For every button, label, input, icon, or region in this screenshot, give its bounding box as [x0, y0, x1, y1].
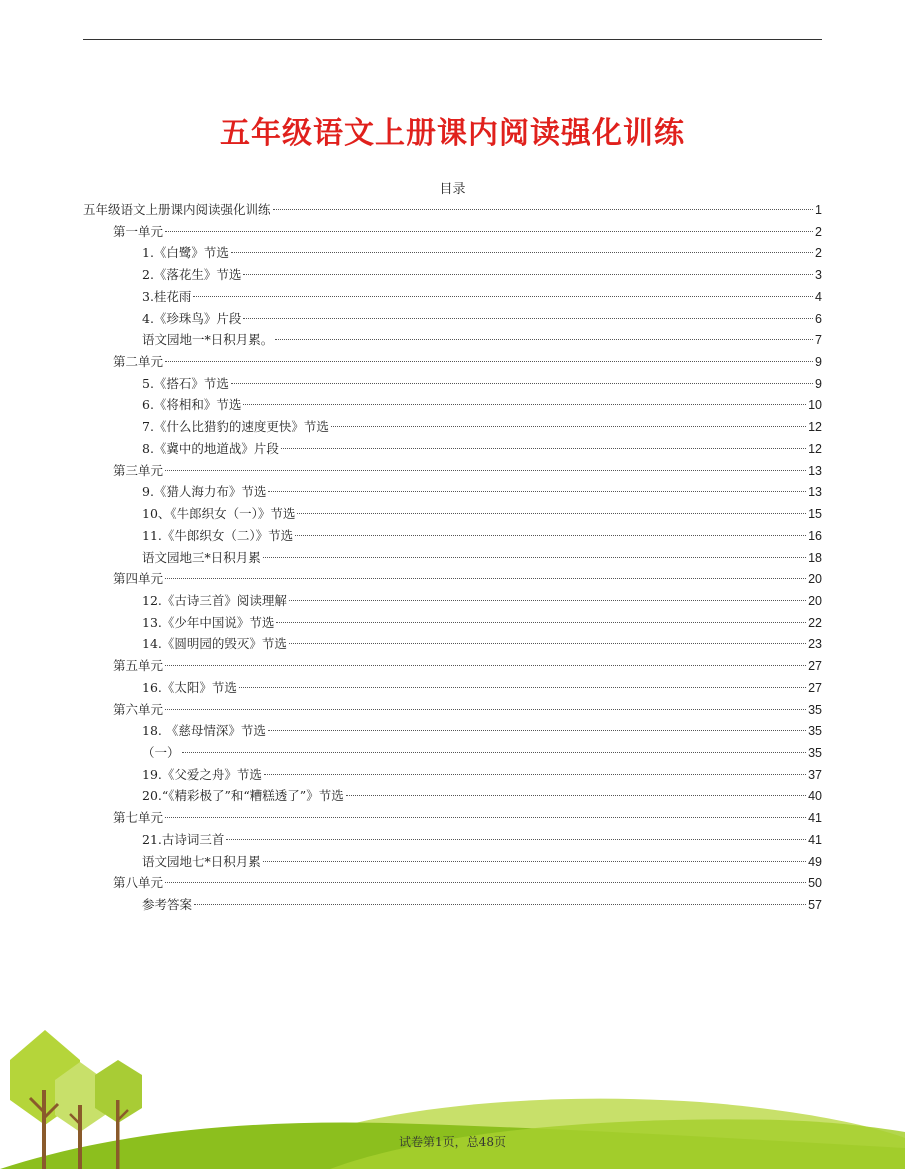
toc-entry-label: 参考答案 [142, 897, 193, 913]
toc-entry-label: （一） [142, 745, 180, 760]
toc-dot-leader [194, 904, 806, 905]
toc-entry-label: 第三单元 [113, 462, 164, 478]
toc-dot-leader [264, 774, 806, 775]
toc-entry-label: 第五单元 [113, 658, 164, 674]
toc-dot-leader [165, 361, 813, 362]
toc-entry[interactable] [142, 785, 822, 807]
toc-entry[interactable] [142, 764, 822, 786]
toc-entry[interactable] [142, 373, 822, 395]
toc-entry[interactable] [142, 329, 822, 351]
toc-entry-label: 语文园地一*日积月累。 [142, 332, 274, 348]
toc-entry[interactable] [142, 394, 822, 416]
header-rule [83, 39, 822, 40]
toc-entry-page-number: 49 [808, 854, 822, 869]
toc-dot-leader [226, 839, 806, 840]
toc-entry[interactable] [142, 481, 822, 503]
toc-entry[interactable] [113, 807, 822, 829]
toc-dot-leader [193, 296, 813, 297]
toc-dot-leader [165, 470, 806, 471]
toc-entry[interactable] [113, 221, 822, 243]
toc-dot-leader [243, 404, 806, 405]
toc-dot-leader [165, 231, 813, 232]
toc-entry[interactable] [113, 655, 822, 677]
toc-entry-page-number: 13 [808, 463, 822, 478]
toc-entry[interactable] [142, 308, 822, 330]
toc-dot-leader [165, 882, 806, 883]
toc-entry-page-number: 2 [815, 224, 822, 239]
toc-entry[interactable] [142, 677, 822, 699]
toc-entry-page-number: 27 [808, 680, 822, 695]
toc-entry-page-number: 27 [808, 659, 822, 674]
toc-entry-label: 第一单元 [113, 223, 164, 239]
toc-entry[interactable] [83, 199, 822, 221]
toc-dot-leader [165, 578, 806, 579]
toc-entry-label: 1.《白鹭》节选 [142, 245, 229, 261]
toc-entry-label: 2.《落花生》节选 [142, 267, 242, 283]
toc-dot-leader [239, 687, 806, 688]
toc-entry-page-number: 4 [815, 289, 822, 304]
toc-entry-label: 第四单元 [113, 571, 164, 587]
toc-entry[interactable] [113, 568, 822, 590]
toc-dot-leader [289, 600, 806, 601]
toc-dot-leader [295, 535, 806, 536]
toc-entry-label: 9.《猎人海力布》节选 [142, 484, 267, 500]
toc-entry-label: 5.《搭石》节选 [142, 375, 229, 391]
toc-entry-label: 第六单元 [113, 701, 164, 717]
toc-entry[interactable] [142, 894, 822, 916]
toc-entry-page-number: 9 [815, 355, 822, 370]
toc-dot-leader [275, 339, 813, 340]
toc-entry-label: 五年级语文上册课内阅读强化训练 [83, 202, 271, 217]
toc-entry-label: 10、《牛郎织女（一）》节选 [142, 506, 296, 522]
toc-entry-label: 13.《少年中国说》节选 [142, 614, 275, 630]
toc-entry-page-number: 12 [808, 441, 822, 456]
toc-entry-label: 8.《冀中的地道战》片段 [142, 440, 279, 456]
toc-dot-leader [231, 383, 813, 384]
toc-entry-label: 4.《珍珠鸟》片段 [142, 310, 242, 326]
toc-entry[interactable] [142, 590, 822, 612]
toc-entry-page-number: 9 [815, 376, 822, 391]
toc-entry[interactable] [113, 872, 822, 894]
toc-entry[interactable] [142, 612, 822, 634]
toc-dot-leader [182, 752, 807, 753]
toc-entry-page-number: 10 [808, 398, 822, 413]
toc-entry-page-number: 40 [808, 789, 822, 804]
toc-entry[interactable] [142, 633, 822, 655]
toc-entry-page-number: 6 [815, 311, 822, 326]
toc-entry-page-number: 15 [808, 507, 822, 522]
toc-entry-label: 语文园地三*日积月累 [142, 549, 261, 565]
toc-entry-label: 第二单元 [113, 354, 164, 370]
toc-entry-label: 14.《圆明园的毁灭》节选 [142, 636, 287, 652]
toc-entry[interactable] [142, 547, 822, 569]
toc-entry[interactable] [142, 242, 822, 264]
toc-entry[interactable] [142, 851, 822, 873]
toc-entry-label: 6.《将相和》节选 [142, 397, 242, 413]
toc-entry-page-number: 37 [808, 767, 822, 782]
page-footer: 试卷第1页，总48页 [399, 1135, 506, 1149]
toc-dot-leader [273, 209, 814, 210]
toc-entry[interactable] [142, 416, 822, 438]
toc-dot-leader [165, 709, 806, 710]
toc-entry-label: 3.桂花雨 [142, 288, 192, 304]
toc-entry-label: 第八单元 [113, 875, 164, 891]
toc-entry[interactable] [142, 525, 822, 547]
toc-entry[interactable] [142, 720, 822, 742]
toc-entry-page-number: 35 [808, 746, 822, 760]
toc-entry-label: 21.古诗词三首 [142, 831, 225, 847]
toc-dot-leader [263, 861, 806, 862]
toc-entry[interactable] [142, 286, 822, 308]
toc-entry-page-number: 20 [808, 593, 822, 608]
toc-entry-label: 12.《古诗三首》阅读理解 [142, 592, 287, 608]
toc-dot-leader [243, 318, 813, 319]
toc-entry-page-number: 23 [808, 637, 822, 652]
toc-entry-label: 18. 《慈母情深》节选 [142, 723, 266, 739]
toc-dot-leader [346, 795, 806, 796]
toc-entry-page-number: 35 [808, 702, 822, 717]
toc-heading: 目录 [439, 182, 466, 197]
toc-entry-page-number: 20 [808, 572, 822, 587]
toc-entry-page-number: 1 [815, 203, 822, 217]
toc-dot-leader [231, 252, 813, 253]
toc-dot-leader [263, 557, 806, 558]
toc-entry-label: 11.《牛郎织女（二）》节选 [142, 527, 294, 543]
toc-dot-leader [331, 426, 806, 427]
toc-dot-leader [289, 643, 806, 644]
toc-entry-label: 16.《太阳》节选 [142, 679, 237, 695]
toc-entry-page-number: 22 [808, 615, 822, 630]
toc-dot-leader [281, 448, 806, 449]
toc-entry[interactable] [142, 438, 822, 460]
toc-dot-leader [276, 622, 806, 623]
toc-entry[interactable] [142, 264, 822, 286]
toc-entry-page-number: 35 [808, 724, 822, 739]
toc-entry-page-number: 41 [808, 832, 822, 847]
toc-entry-label: 第七单元 [113, 810, 164, 826]
toc-entry-page-number: 12 [808, 420, 822, 435]
toc-entry-page-number: 18 [808, 550, 822, 565]
toc-entry-label: 19.《父爱之舟》节选 [142, 766, 262, 782]
toc-entry-page-number: 3 [815, 268, 822, 283]
toc-entry-page-number: 57 [808, 898, 822, 913]
toc-entry-page-number: 16 [808, 528, 822, 543]
toc-dot-leader [268, 730, 806, 731]
toc-entry-page-number: 7 [815, 333, 822, 348]
toc-entry[interactable] [113, 351, 822, 373]
toc-entry[interactable] [142, 742, 822, 764]
toc-entry-label: 20.“《精彩极了”和“糟糕透了”》节选 [142, 788, 344, 804]
toc-entry[interactable] [113, 460, 822, 482]
toc-dot-leader [243, 274, 813, 275]
toc-entry-page-number: 50 [808, 876, 822, 891]
document-title: 五年级语文上册课内阅读强化训练 [220, 116, 685, 151]
toc-entry[interactable] [142, 503, 822, 525]
toc-entry[interactable] [142, 829, 822, 851]
toc-entry-label: 语文园地七*日积月累 [142, 853, 261, 869]
toc-dot-leader [165, 817, 806, 818]
toc-entry-label: 7.《什么比猎豹的速度更快》节选 [142, 419, 329, 435]
toc-dot-leader [268, 491, 806, 492]
toc-entry-page-number: 2 [815, 246, 822, 261]
toc-entry[interactable] [113, 699, 822, 721]
toc-entry-page-number: 41 [808, 811, 822, 826]
toc-dot-leader [165, 665, 806, 666]
toc-entry-page-number: 13 [808, 485, 822, 500]
toc-dot-leader [297, 513, 806, 514]
